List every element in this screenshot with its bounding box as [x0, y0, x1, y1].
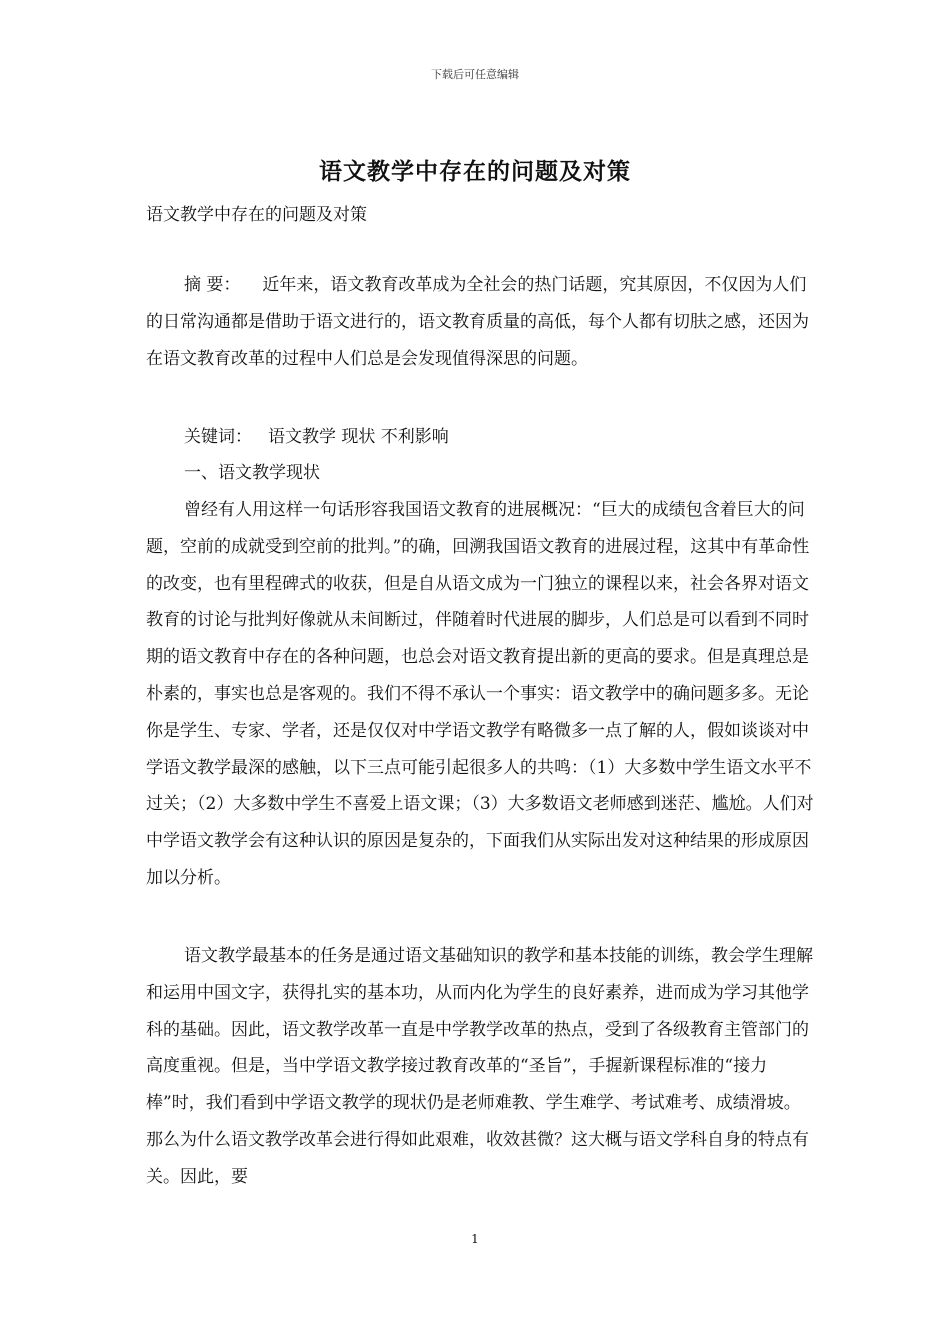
document-subtitle: 语文教学中存在的问题及对策 [146, 205, 367, 225]
document-title: 语文教学中存在的问题及对策 [319, 158, 631, 185]
section-heading: 一、语文教学现状 [184, 463, 320, 483]
page-number: 1 [471, 1232, 479, 1246]
header-note: 下载后可任意编辑 [431, 68, 519, 81]
keywords-label: 关键词： [184, 427, 252, 447]
body-paragraph-1: 曾经有人用这样一句话形容我国语文教育的进展概况：“巨大的成绩包含着巨大的问题，空前的成就受到空前的批判。”的确，回溯我国语文教育的进展过程，这其中有革命性的改变，也有里程碑式的收获，但是自从语文成为一门独立的课程以来，社会各界对语文教育的讨论与批判好像就从未间断过，伴随着时代进展的脚步，人们总是可以看到不同时期的语文教育中存在的各种问题，也总会对语文教育提出新的更高的要求。但是真理总是朴素的，事实也总是客观的。我们不得不承认一个事实：语文教学中的确问题多多。无论你是学生、专家、学者，还是仅仅对中学语文教学有略微多一点了解的人，假如谈谈对中学语文教学最深的感触，以下三点可能引起很多人的共鸣：（1）大多数中学生语文水平不过关；（2）大多数中学生不喜爱上语文课；（3）大多数语文老师感到迷茫、尴尬。人们对中学语文教学会有这种认识的原因是复杂的，下面我们从实际出发对这种结果的形成原因加以分析。 [146, 500, 814, 888]
body-paragraph-2: 语文教学最基本的任务是通过语文基础知识的教学和基本技能的训练，教会学生理解和运用中国文字，获得扎实的基本功，从而内化为学生的良好素养，进而成为学习其他学科的基础。因此，语文教学改革一直是中学教学改革的热点，受到了各级教育主管部门的高度重视。但是，当中学语文教学接过教育改革的“圣旨”，手握新课程标准的“接力棒”时，我们看到中学语文教学的现状仍是老师难教、学生难学、考试难考、成绩滑坡。那么为什么语文教学改革会进行得如此艰难，收效甚微？这大概与语文学科自身的特点有关。因此，要 [146, 946, 813, 1187]
keywords-line [184, 419, 449, 455]
keywords-text: 语文教学 现状 不利影响 [268, 427, 449, 447]
abstract-label: 摘 要： [184, 275, 241, 295]
abstract-paragraph [146, 267, 816, 377]
abstract-text: 近年来，语文教育改革成为全社会的热门话题，究其原因，不仅因为人们的日常沟通都是借助于语文进行的，语文教育质量的高低，每个人都有切肤之感，还因为在语文教育改革的过程中人们总是会发现值得深思的问题。 [146, 275, 809, 369]
